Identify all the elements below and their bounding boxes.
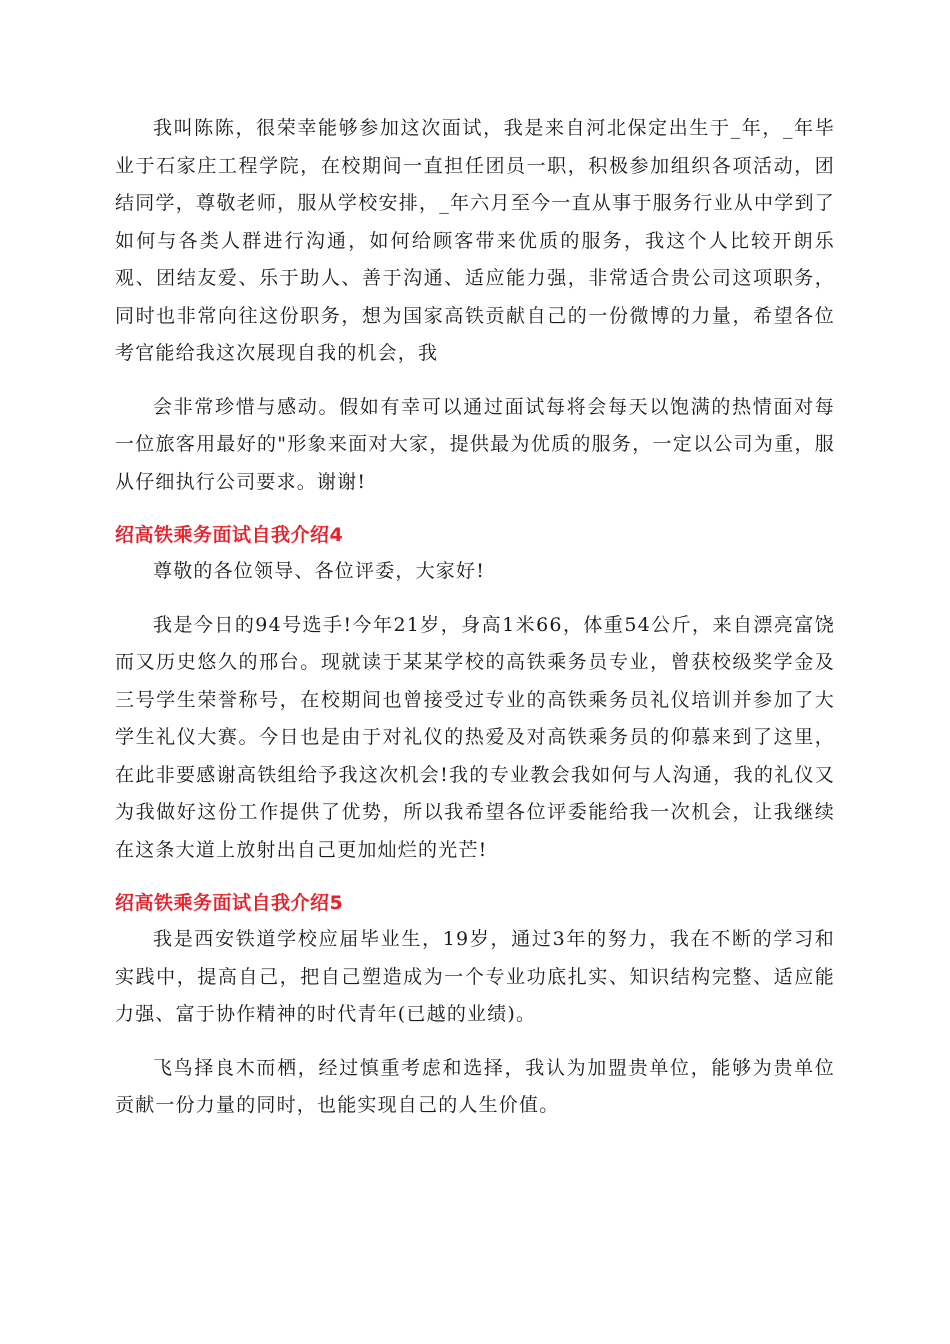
paragraph: 我是西安铁道学校应届毕业生，19岁，通过3年的努力，我在不断的学习和实践中，提高自己，把自己塑造成为一个专业功底扎实、知识结构完整、适应能力强、富于协作精神的时代青年(已越的业绩)。 [115, 928, 835, 1025]
section-heading: 绍高铁乘务面试自我介绍5 [115, 892, 344, 914]
paragraph: 会非常珍惜与感动。假如有幸可以通过面试每将会每天以饱满的热情面对每一位旅客用最好的"形象来面对大家，提供最为优质的服务，一定以公司为重，服从仔细执行公司要求。谢谢! [115, 395, 835, 493]
paragraph: 我是今日的94号选手!今年21岁，身高1米66，体重54公斤，来自漂亮富饶而又历史悠久的邢台。现就读于某某学校的高铁乘务员专业，曾获校级奖学金及三号学生荣誉称号，在校期间也曾接受过专业的高铁乘务员礼仪培训并参加了大学生礼仪大赛。今日也是由于对礼仪的热爱及对高铁乘务员的仰慕来到了这里，在此非要感谢高铁组给予我这次机会!我的专业教会我如何与人沟通，我的礼仪又为我做好这份工作提供了优势，所以我希望各位评委能给我一次机会，让我继续在这条大道上放射出自己更加灿烂的光芒! [115, 613, 835, 861]
paragraph: 尊敬的各位领导、各位评委，大家好! [153, 560, 486, 582]
document-page [115, 110, 835, 1125]
paragraph: 飞鸟择良木而栖，经过慎重考虑和选择，我认为加盟贵单位，能够为贵单位贡献一份力量的同时，也能实现自己的人生价值。 [115, 1056, 835, 1116]
section-heading: 绍高铁乘务面试自我介绍4 [115, 524, 344, 546]
paragraph: 我叫陈陈，很荣幸能够参加这次面试，我是来自河北保定出生于_年，_年毕业于石家庄工程学院，在校期间一直担任团员一职，积极参加组织各项活动，团结同学，尊敬老师，服从学校安排，_年六月至今一直从事于服务行业从中学到了如何与各类人群进行沟通，如何给顾客带来优质的服务，我这个人比较开朗乐观、团结友爱、乐于助人、善于沟通、适应能力强，非常适合贵公司这项职务，同时也非常向往这份职务，想为国家高铁贡献自己的一份微博的力量，希望各位考官能给我这次展现自我的机会，我 [115, 117, 835, 364]
